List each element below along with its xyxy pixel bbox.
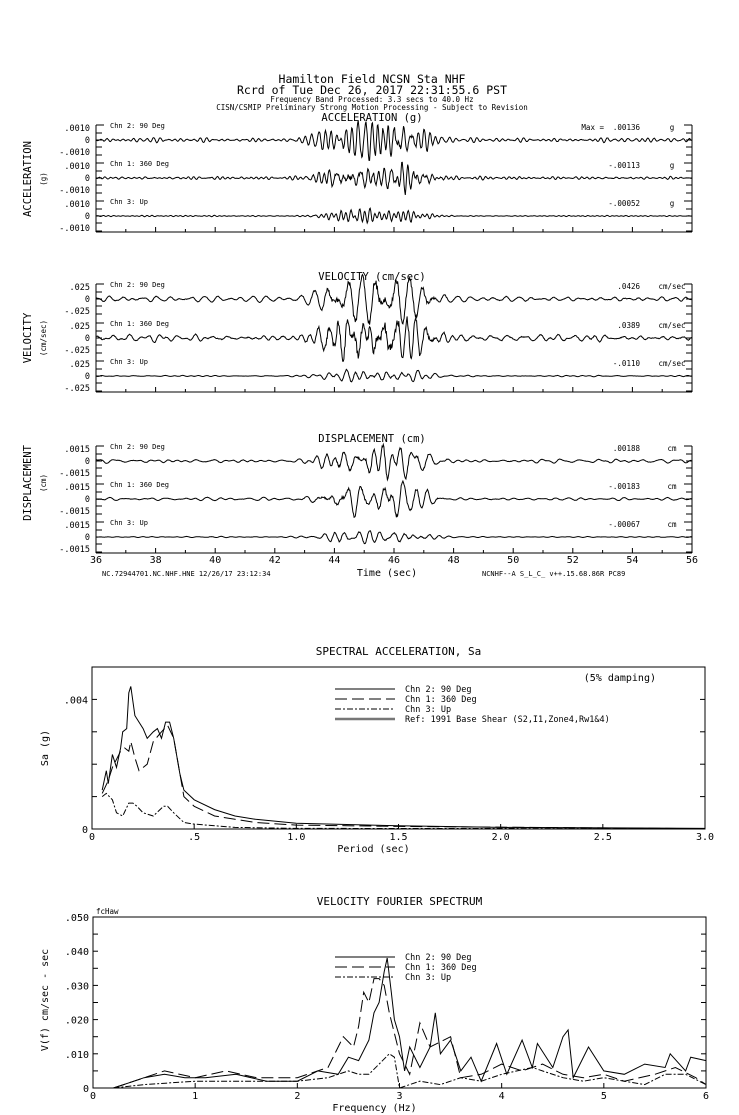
peak-value: -.00183 — [608, 482, 640, 491]
peak-value: .00136 — [612, 123, 640, 132]
channel-label: Chn 1: 360 Deg — [110, 320, 170, 328]
x-tick-label: 40 — [209, 555, 222, 566]
y-tick-label: .030 — [64, 981, 89, 993]
y-tick-label: .040 — [64, 947, 89, 959]
y-tick-label: .025 — [69, 360, 90, 370]
trace-1 — [59, 443, 692, 480]
y-tick-label: 0 — [84, 136, 90, 146]
legend-label: Chn 1: 360 Deg — [405, 695, 477, 705]
x-tick-label: 38 — [149, 555, 162, 566]
peak-value: -.00113 — [608, 161, 640, 170]
chart-title: SPECTRAL ACCELERATION, Sa — [315, 645, 482, 658]
x-tick-label: 0 — [88, 832, 96, 843]
waveform-line — [96, 162, 691, 195]
channel-label: Chn 1: 360 Deg — [110, 160, 170, 168]
legend-label: Chn 3: Up — [405, 973, 452, 983]
y-tick-label: .0015 — [64, 445, 90, 455]
x-tick-label: .5 — [188, 832, 201, 843]
legend-label: Chn 3: Up — [405, 705, 452, 715]
peak-value: .0426 — [617, 282, 640, 291]
peak-unit: cm — [667, 482, 677, 491]
max-label: Max = — [581, 123, 604, 132]
x-axis-label: Time (sec) — [356, 568, 418, 579]
y-axis-label: ACCELERATION — [22, 141, 34, 217]
y-tick-label: 0 — [84, 495, 90, 505]
x-tick-label: 2.5 — [593, 832, 612, 843]
y-tick-label: 0 — [84, 334, 90, 344]
y-tick-label: .0010 — [64, 162, 90, 172]
header-disclaimer: CISN/CSMIP Preliminary Strong Motion Processing - Subject to Revision — [216, 103, 528, 112]
y-axis-unit: (g) — [39, 172, 48, 186]
channel-label: Chn 2: 90 Deg — [110, 122, 165, 130]
x-tick-label: 1.0 — [287, 832, 306, 843]
channel-label: Chn 2: 90 Deg — [110, 281, 165, 289]
x-tick-label: 50 — [507, 555, 520, 566]
x-tick-label: 36 — [89, 555, 103, 566]
series-line-1 — [93, 958, 706, 1088]
y-axis-unit: (cm/sec) — [39, 319, 48, 357]
corner-label: fcHaw — [96, 907, 119, 916]
waveform-line — [96, 369, 691, 381]
y-axis-label: Sa (g) — [40, 729, 51, 767]
fourier-spectrum-group — [40, 895, 709, 1114]
x-tick-label: 0 — [89, 1091, 97, 1102]
y-tick-label: 0 — [84, 372, 90, 382]
y-tick-label: .0015 — [64, 521, 90, 531]
legend-label: Ref: 1991 Base Shear (S2,I1,Zone4,Rw1&4) — [405, 715, 610, 725]
velocity-fourier-spectrum-chart — [40, 895, 709, 1114]
panel-title: VELOCITY (cm/sec) — [318, 271, 426, 283]
x-tick-label: 44 — [328, 555, 341, 566]
panel-title: ACCELERATION (g) — [321, 112, 423, 124]
y-axis-label: DISPLACEMENT — [22, 445, 34, 521]
x-tick-label: 46 — [387, 555, 401, 566]
trace-2 — [59, 160, 692, 196]
trace-3 — [64, 358, 692, 394]
waveform-line — [96, 316, 691, 361]
trace-3 — [59, 519, 692, 555]
spectral-acceleration-chart — [40, 645, 714, 855]
x-tick-label: 1.5 — [389, 832, 408, 843]
header — [216, 72, 528, 112]
channel-label: Chn 1: 360 Deg — [110, 481, 170, 489]
y-tick-label: -.025 — [64, 307, 90, 317]
waveform-line — [96, 481, 691, 517]
peak-value: .0389 — [617, 321, 640, 330]
header-station: Hamilton Field NCSN Sta NHF — [278, 72, 466, 86]
x-tick-label: 3.0 — [695, 832, 715, 843]
y-axis-unit: (cm) — [39, 473, 48, 493]
x-tick-label: 5 — [600, 1091, 607, 1102]
timeseries-group — [22, 112, 698, 579]
x-tick-label: 2.0 — [491, 832, 510, 843]
peak-value: .00188 — [612, 444, 640, 453]
waveform-line — [96, 208, 691, 223]
y-tick-label: .0015 — [64, 483, 90, 493]
peak-value: -.00052 — [608, 199, 640, 208]
x-axis-label: Period (sec) — [337, 844, 410, 855]
x-tick-label: 6 — [702, 1091, 710, 1102]
y-tick-label: -.0015 — [59, 507, 90, 517]
y-axis-label: V(f) cm/sec - sec — [40, 948, 51, 1052]
legend-label: Chn 2: 90 Deg — [405, 685, 472, 695]
series-line-3 — [113, 1054, 706, 1088]
y-tick-label: -.0015 — [59, 545, 90, 555]
peak-unit: g — [669, 199, 675, 208]
waveform-line — [96, 445, 691, 480]
peak-unit: cm — [667, 520, 677, 529]
panel-title: DISPLACEMENT (cm) — [318, 433, 426, 445]
y-tick-label: 0 — [84, 295, 90, 305]
legend-label: Chn 1: 360 Deg — [405, 963, 477, 973]
x-tick-label: 56 — [685, 555, 699, 566]
y-axis-label: VELOCITY — [22, 312, 34, 364]
y-tick-label: -.0010 — [59, 186, 90, 196]
peak-unit: cm/sec — [658, 282, 686, 291]
plot-frame — [92, 667, 705, 829]
damping-annotation: (5% damping) — [583, 673, 656, 684]
header-record: Rcrd of Tue Dec 26, 2017 22:31:55.6 PST — [236, 83, 508, 97]
x-tick-label: 42 — [268, 555, 281, 566]
waveform-line — [96, 531, 691, 544]
y-tick-label: 0 — [84, 457, 90, 467]
y-tick-label: -.0010 — [59, 224, 90, 234]
peak-unit: cm — [667, 444, 677, 453]
y-tick-label: 0 — [81, 825, 88, 836]
x-axis-label: Frequency (Hz) — [332, 1103, 417, 1114]
spectral-acceleration-group — [40, 645, 714, 855]
y-tick-label: .025 — [69, 322, 90, 332]
y-tick-label: .010 — [64, 1049, 89, 1061]
x-tick-label: 52 — [566, 555, 579, 566]
peak-unit: cm/sec — [658, 321, 686, 330]
y-tick-label: .0010 — [64, 200, 90, 210]
x-tick-label: 4 — [498, 1091, 505, 1102]
y-tick-label: .004 — [63, 695, 88, 707]
y-tick-label: .020 — [64, 1015, 89, 1027]
channel-label: Chn 2: 90 Deg — [110, 443, 165, 451]
channel-label: Chn 3: Up — [110, 198, 148, 206]
x-tick-label: 1 — [192, 1091, 199, 1102]
header-band: Frequency Band Processed: 3.3 secs to 40.0 Hz — [270, 95, 474, 104]
channel-label: Chn 3: Up — [110, 358, 148, 366]
trace-2 — [59, 481, 692, 517]
y-tick-label: .025 — [69, 283, 90, 293]
y-tick-label: 0 — [82, 1084, 89, 1095]
peak-value: -.00067 — [608, 520, 640, 529]
trace-2 — [64, 316, 692, 361]
peak-unit: g — [669, 123, 675, 132]
y-tick-label: -.0015 — [59, 469, 90, 479]
x-tick-label: 3 — [396, 1091, 403, 1102]
series-line-1 — [102, 686, 705, 828]
footer-left: NC.72944701.NC.NHF.HNE 12/26/17 23:12:34 — [102, 570, 271, 578]
y-tick-label: -.025 — [64, 384, 90, 394]
y-tick-label: 0 — [84, 174, 90, 184]
x-tick-label: 2 — [294, 1091, 301, 1102]
y-tick-label: -.025 — [64, 346, 90, 356]
series-line-2 — [113, 979, 706, 1088]
x-tick-label: 54 — [626, 555, 639, 566]
y-tick-label: .050 — [64, 913, 89, 924]
peak-unit: g — [669, 161, 675, 170]
channel-label: Chn 3: Up — [110, 519, 148, 527]
timeseries-panel-velocity — [22, 271, 692, 394]
footer-right: NCNHF--A S_L_C_ v++.15.68.86R PC89 — [482, 570, 626, 578]
peak-value: -.0110 — [612, 359, 640, 368]
trace-3 — [59, 198, 692, 234]
peak-unit: cm/sec — [658, 359, 686, 368]
series-line-2 — [102, 725, 705, 828]
timeseries-panel-displacement — [22, 433, 698, 579]
plot-frame — [93, 917, 706, 1088]
y-tick-label: -.0010 — [59, 148, 90, 158]
y-tick-label: 0 — [84, 533, 90, 543]
y-tick-label: .0010 — [64, 124, 90, 134]
x-tick-label: 48 — [447, 555, 460, 566]
y-tick-label: 0 — [84, 212, 90, 222]
trace-1 — [59, 121, 692, 161]
legend-label: Chn 2: 90 Deg — [405, 953, 472, 963]
timeseries-panel-acceleration — [22, 112, 692, 234]
chart-title: VELOCITY FOURIER SPECTRUM — [316, 895, 483, 908]
